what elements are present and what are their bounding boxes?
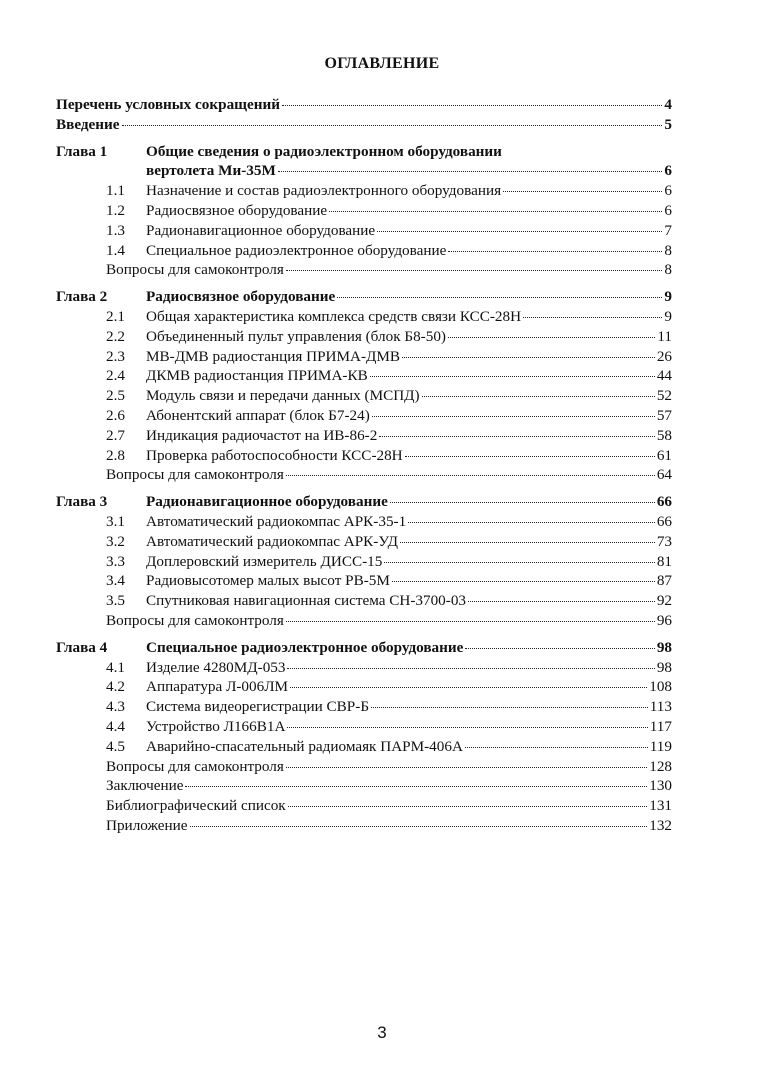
section-title: Система видеорегистрации СВР-Б (146, 698, 370, 716)
toc-entry-text: Приложение (106, 816, 188, 834)
section-title: Радионавигационное оборудование (146, 221, 376, 239)
section-title: Автоматический радиокомпас АРК-УД (146, 532, 398, 550)
toc-page-number: 66 (656, 493, 672, 511)
toc-section-3-1[interactable] (56, 512, 672, 532)
dot-leader (190, 826, 648, 827)
section-number: 3.3 (106, 552, 125, 570)
questions-title: Вопросы для самоконтроля (106, 466, 284, 484)
toc-page-number: 61 (656, 446, 672, 464)
toc-section-2-3[interactable] (56, 347, 672, 367)
questions-title: Вопросы для самоконтроля (106, 757, 284, 775)
chapter-title: вертолета Ми-35М (146, 162, 276, 180)
section-title: Общая характеристика комплекса средств связи КСС-28Н (146, 307, 522, 325)
toc-page-number: 6 (664, 182, 672, 200)
toc-page-number: 6 (664, 162, 672, 180)
section-number: 2.3 (106, 347, 125, 365)
chapter-label: Глава 1 (56, 142, 108, 160)
toc-questions-4[interactable] (56, 757, 672, 777)
toc-page-number: 6 (664, 201, 672, 219)
section-title: Радиосвязное оборудование (146, 201, 328, 219)
section-number: 3.5 (106, 592, 125, 610)
section-number: 3.1 (106, 512, 125, 530)
toc-entry-text: Библиографический список (106, 797, 286, 815)
toc-section-4-1[interactable] (56, 658, 672, 678)
toc-chapter-4-heading[interactable] (56, 638, 672, 658)
toc-section-3-5[interactable] (56, 591, 672, 611)
dot-leader (370, 376, 655, 377)
toc-page-number: 98 (656, 638, 672, 656)
section-title: Абонентский аппарат (блок Б7-24) (146, 406, 370, 424)
section-title: МВ-ДМВ радиостанция ПРИМА-ДМВ (146, 347, 401, 365)
section-number: 2.1 (106, 307, 125, 325)
section-title: Специальное радиоэлектронное оборудование (146, 241, 447, 259)
section-number: 4.4 (106, 717, 125, 735)
chapter-title: Радиосвязное оборудование (146, 288, 336, 306)
dot-leader (402, 357, 655, 358)
toc-section-1-2[interactable] (56, 201, 672, 221)
questions-title: Вопросы для самоконтроля (106, 611, 284, 629)
toc-section-2-6[interactable] (56, 406, 672, 426)
questions-title: Вопросы для самоконтроля (106, 261, 284, 279)
toc-section-2-4[interactable] (56, 366, 672, 386)
section-number: 3.4 (106, 572, 125, 590)
section-number: 2.5 (106, 387, 125, 405)
dot-leader (288, 806, 648, 807)
chapter-label: Глава 4 (56, 638, 108, 656)
toc-page-number: 131 (649, 797, 672, 815)
toc-section-4-5[interactable] (56, 737, 672, 757)
toc-section-2-7[interactable] (56, 426, 672, 446)
section-title: Проверка работоспособности КСС-28Н (146, 446, 403, 464)
dot-leader (523, 317, 662, 318)
toc-section-1-3[interactable] (56, 221, 672, 241)
dot-leader (503, 191, 662, 192)
toc-page-number: 9 (664, 288, 672, 306)
section-number: 4.3 (106, 698, 125, 716)
toc-entry-text: Введение (56, 115, 120, 133)
dot-leader (377, 231, 662, 232)
section-number: 3.2 (106, 532, 125, 550)
dot-leader (286, 270, 663, 271)
section-title: Доплеровский измеритель ДИСС-15 (146, 552, 383, 570)
dot-leader (372, 416, 655, 417)
chapter-label: Глава 2 (56, 288, 108, 306)
toc-section-4-4[interactable] (56, 717, 672, 737)
dot-leader (287, 668, 654, 669)
chapter-title: Радионавигационное оборудование (146, 493, 388, 511)
toc-page-number: 4 (664, 96, 672, 113)
section-title: Аппаратура Л-006ЛМ (146, 678, 289, 696)
dot-leader (448, 251, 662, 252)
dot-leader (290, 687, 647, 688)
toc-page-number: 11 (657, 327, 672, 345)
section-number: 1.4 (106, 241, 125, 259)
page-title: ОГЛАВЛЕНИЕ (324, 55, 440, 72)
toc-page-number: 108 (649, 678, 672, 696)
toc-page-number: 58 (656, 426, 672, 444)
section-number: 2.2 (106, 327, 125, 345)
toc-page-number: 52 (656, 387, 672, 405)
toc-section-4-2[interactable] (56, 677, 672, 697)
toc-page-number: 113 (649, 698, 672, 716)
toc-section-2-8[interactable] (56, 446, 672, 466)
toc-section-4-3[interactable] (56, 697, 672, 717)
dot-leader (329, 211, 662, 212)
dot-leader (390, 502, 655, 503)
section-number: 2.8 (106, 446, 125, 464)
toc-page-number: 26 (656, 347, 672, 365)
toc-page-number: 64 (656, 466, 672, 484)
dot-leader (384, 562, 654, 563)
dot-leader (278, 171, 663, 172)
toc-entry-abbreviations[interactable] (56, 95, 672, 115)
section-number: 1.1 (106, 182, 125, 200)
toc-page-number: 73 (656, 532, 672, 550)
section-number: 2.6 (106, 406, 125, 424)
toc-page-number: 8 (664, 241, 672, 259)
toc-section-2-2[interactable] (56, 327, 672, 347)
dot-leader (286, 621, 655, 622)
dot-leader (422, 396, 655, 397)
toc-chapter-1-heading[interactable] (56, 142, 672, 162)
toc-questions-1[interactable] (56, 260, 672, 280)
toc-page-number: 5 (664, 115, 672, 133)
section-number: 2.7 (106, 426, 125, 444)
toc-questions-2[interactable] (56, 465, 672, 485)
toc-section-3-4[interactable] (56, 571, 672, 591)
toc-section-3-3[interactable] (56, 552, 672, 572)
section-title: Назначение и состав радиоэлектронного оборудования (146, 182, 502, 200)
dot-leader (286, 767, 647, 768)
section-title: ДКМВ радиостанция ПРИМА-КВ (146, 367, 368, 385)
dot-leader (287, 727, 647, 728)
section-title: Радиовысотомер малых высот РВ-5М (146, 572, 390, 590)
chapter-title: Общие сведения о радиоэлектронном оборудовании (146, 142, 502, 160)
toc-entry-text: Перечень условных сокращений (56, 96, 280, 113)
dot-leader (408, 522, 655, 523)
section-number: 1.2 (106, 201, 125, 219)
toc-page-number: 130 (649, 777, 672, 795)
toc-page-number: 8 (664, 261, 672, 279)
toc-entry-conclusion[interactable] (56, 776, 672, 796)
section-number: 4.1 (106, 658, 125, 676)
section-title: Изделие 4280МД-053 (146, 658, 286, 676)
section-number: 2.4 (106, 367, 125, 385)
section-title: Модуль связи и передачи данных (МСПД) (146, 387, 420, 405)
dot-leader (465, 747, 648, 748)
section-title: Индикация радиочастот на ИВ-86-2 (146, 426, 378, 444)
toc-section-1-4[interactable] (56, 241, 672, 261)
toc-page-number: 7 (664, 221, 672, 239)
section-title: Аварийно-спасательный радиомаяк ПАРМ-406А (146, 737, 463, 755)
section-number: 4.5 (106, 737, 125, 755)
toc-section-2-5[interactable] (56, 386, 672, 406)
dot-leader (371, 707, 648, 708)
dot-leader (122, 125, 663, 126)
toc-page-number: 66 (656, 512, 672, 530)
section-title: Устройство Л166В1А (146, 717, 286, 735)
toc-questions-3[interactable] (56, 611, 672, 631)
toc-page-number: 87 (656, 572, 672, 590)
section-number: 1.3 (106, 221, 125, 239)
toc-page-number: 128 (649, 757, 672, 775)
dot-leader (282, 105, 662, 106)
section-title: Спутниковая навигационная система СН-3700-03 (146, 592, 467, 610)
toc-page-number: 96 (656, 611, 672, 629)
dot-leader (448, 337, 655, 338)
toc-page-number: 57 (656, 406, 672, 424)
section-title: Объединенный пульт управления (блок Б8-50) (146, 327, 446, 345)
toc-page-number: 119 (649, 737, 672, 755)
dot-leader (286, 475, 655, 476)
toc-page-number: 92 (656, 592, 672, 610)
dot-leader (392, 581, 655, 582)
toc-page-number: 117 (649, 717, 672, 735)
toc-section-1-1[interactable] (56, 181, 672, 201)
toc-page-number: 98 (656, 658, 672, 676)
toc-section-3-2[interactable] (56, 532, 672, 552)
dot-leader (379, 436, 655, 437)
dot-leader (400, 542, 655, 543)
dot-leader (468, 601, 655, 602)
toc-entry-bibliography[interactable] (56, 796, 672, 816)
table-of-contents (56, 95, 672, 836)
toc-entry-introduction[interactable] (56, 115, 672, 135)
toc-page-number: 81 (656, 552, 672, 570)
toc-section-2-1[interactable] (56, 307, 672, 327)
toc-entry-text: Заключение (106, 777, 184, 795)
toc-entry-appendix[interactable] (56, 816, 672, 836)
toc-chapter-2-heading[interactable] (56, 287, 672, 307)
toc-page-number: 9 (664, 307, 672, 325)
dot-leader (465, 648, 654, 649)
section-title: Автоматический радиокомпас АРК-35-1 (146, 512, 407, 530)
toc-page-number: 44 (656, 367, 672, 385)
toc-chapter-3-heading[interactable] (56, 492, 672, 512)
toc-chapter-1-heading-cont[interactable] (56, 161, 672, 181)
page-number: 3 (377, 1023, 387, 1042)
dot-leader (185, 786, 647, 787)
dot-leader (405, 456, 655, 457)
dot-leader (337, 297, 662, 298)
chapter-title: Специальное радиоэлектронное оборудование (146, 638, 464, 656)
toc-page-number: 132 (649, 816, 672, 834)
section-number: 4.2 (106, 678, 125, 696)
chapter-label: Глава 3 (56, 493, 108, 511)
